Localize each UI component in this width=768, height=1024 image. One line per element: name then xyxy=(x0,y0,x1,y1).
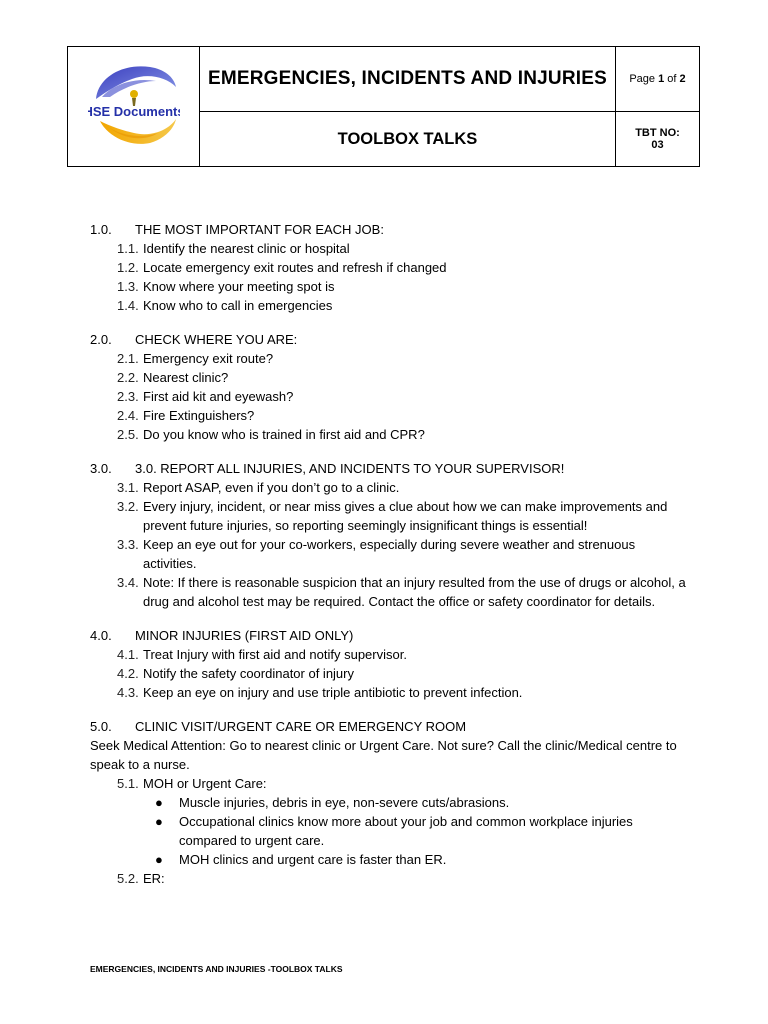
section-title: THE MOST IMPORTANT FOR EACH JOB: xyxy=(135,222,384,237)
item-text: Keep an eye out for your co-workers, especially during severe weather and strenuous activities. xyxy=(143,537,636,571)
list-item xyxy=(90,664,690,683)
item-number: 2.5. xyxy=(117,427,139,442)
bullet-item xyxy=(90,793,690,812)
item-text: Keep an eye on injury and use triple antibiotic to prevent infection. xyxy=(143,685,523,700)
document-subtitle: TOOLBOX TALKS xyxy=(337,129,478,148)
bullet-item xyxy=(90,850,690,869)
bullet-icon: ● xyxy=(155,795,163,810)
section-number: 4.0. xyxy=(90,628,112,643)
list-item xyxy=(90,239,690,258)
item-text: MOH or Urgent Care: xyxy=(143,776,267,791)
item-number: 2.3. xyxy=(117,389,139,404)
svg-text:HSE Documents: HSE Documents xyxy=(87,104,180,119)
document-subtitle-cell xyxy=(200,112,616,167)
item-text: Nearest clinic? xyxy=(143,370,229,385)
section-5 xyxy=(90,717,690,888)
item-number: 4.2. xyxy=(117,666,139,681)
document-body xyxy=(90,220,690,903)
item-number: 3.4. xyxy=(117,575,139,590)
section-number: 2.0. xyxy=(90,332,112,347)
item-text: Report ASAP, even if you don’t go to a clinic. xyxy=(143,480,400,495)
section-2 xyxy=(90,330,690,444)
item-number: 3.3. xyxy=(117,537,139,552)
item-text: Every injury, incident, or near miss gives a clue about how we can make improvements and prevent future injuries, so reporting seemingly insignificant things is essential! xyxy=(143,499,668,533)
list-item xyxy=(90,277,690,296)
list-item xyxy=(90,425,690,444)
section-heading xyxy=(90,626,690,645)
item-number: 2.2. xyxy=(117,370,139,385)
item-text: First aid kit and eyewash? xyxy=(143,389,294,404)
bullet-text: Muscle injuries, debris in eye, non-severe cuts/abrasions. xyxy=(179,795,510,810)
item-number: 4.3. xyxy=(117,685,139,700)
section-title: CHECK WHERE YOU ARE: xyxy=(135,332,298,347)
item-number: 3.2. xyxy=(117,499,139,514)
page-current: 1 xyxy=(658,73,665,85)
list-item xyxy=(90,406,690,425)
bullet-icon: ● xyxy=(155,852,163,867)
page-total: 2 xyxy=(679,73,686,85)
section-title: CLINIC VISIT/URGENT CARE OR EMERGENCY ROOM xyxy=(135,719,467,734)
page-label: Page xyxy=(629,73,659,85)
item-text: Treat Injury with first aid and notify supervisor. xyxy=(143,647,407,662)
item-text: Identify the nearest clinic or hospital xyxy=(143,241,350,256)
list-item xyxy=(90,869,690,888)
hse-documents-logo xyxy=(88,59,180,149)
item-number: 1.4. xyxy=(117,298,139,313)
list-item xyxy=(90,258,690,277)
list-item xyxy=(90,683,690,702)
section-number: 1.0. xyxy=(90,222,112,237)
list-item xyxy=(90,387,690,406)
item-number: 1.1. xyxy=(117,241,139,256)
item-text: Note: If there is reasonable suspicion that an injury resulted from the use of drugs or alcohol, a drug and alcohol test may be required. Contact the office or safety coordinator for details. xyxy=(143,575,686,609)
tbt-number-cell xyxy=(616,112,700,167)
section-heading xyxy=(90,330,690,349)
section-heading xyxy=(90,717,690,736)
section-number: 5.0. xyxy=(90,719,112,734)
tbt-number: 03 xyxy=(651,139,664,151)
list-item xyxy=(90,774,690,793)
section-number: 3.0. xyxy=(90,461,112,476)
item-number: 2.4. xyxy=(117,408,139,423)
page-of: of xyxy=(664,73,680,85)
bullet-item xyxy=(90,812,690,850)
list-item xyxy=(90,573,690,611)
item-number: 5.2. xyxy=(117,871,139,886)
list-item xyxy=(90,535,690,573)
document-header xyxy=(67,46,700,167)
item-number: 5.1. xyxy=(117,776,139,791)
item-text: Do you know who is trained in first aid and CPR? xyxy=(143,427,425,442)
item-number: 4.1. xyxy=(117,647,139,662)
logo-cell xyxy=(68,47,200,167)
list-item xyxy=(90,645,690,664)
section-1 xyxy=(90,220,690,315)
section-4 xyxy=(90,626,690,702)
item-text: Emergency exit route? xyxy=(143,351,274,366)
document-title-cell xyxy=(200,47,616,112)
page-footer: EMERGENCIES, INCIDENTS AND INJURIES -TOOLBOX TALKS xyxy=(90,964,343,974)
item-text: Fire Extinguishers? xyxy=(143,408,255,423)
list-item xyxy=(90,296,690,315)
section-heading xyxy=(90,220,690,239)
list-item xyxy=(90,368,690,387)
list-item xyxy=(90,478,690,497)
item-number: 2.1. xyxy=(117,351,139,366)
bullet-text: MOH clinics and urgent care is faster than ER. xyxy=(179,852,447,867)
section-title: 3.0. REPORT ALL INJURIES, AND INCIDENTS TO YOUR SUPERVISOR! xyxy=(135,461,565,476)
item-number: 1.2. xyxy=(117,260,139,275)
section-intro: Seek Medical Attention: Go to nearest clinic or Urgent Care. Not sure? Call the clinic/Medical centre to speak to a nurse. xyxy=(90,738,677,772)
page-number-cell xyxy=(616,47,700,112)
item-number: 3.1. xyxy=(117,480,139,495)
item-number: 1.3. xyxy=(117,279,139,294)
bullet-text: Occupational clinics know more about your job and common workplace injuries compared to urgent care. xyxy=(179,814,633,848)
tbt-label: TBT NO: xyxy=(635,127,680,139)
document-title: EMERGENCIES, INCIDENTS AND INJURIES xyxy=(207,68,607,89)
section-title: MINOR INJURIES (FIRST AID ONLY) xyxy=(135,628,354,643)
item-text: Notify the safety coordinator of injury xyxy=(143,666,354,681)
item-text: Know where your meeting spot is xyxy=(143,279,335,294)
item-text: Locate emergency exit routes and refresh if changed xyxy=(143,260,447,275)
item-text: Know who to call in emergencies xyxy=(143,298,333,313)
section-heading xyxy=(90,459,690,478)
list-item xyxy=(90,497,690,535)
section-3 xyxy=(90,459,690,611)
bullet-icon: ● xyxy=(155,814,163,829)
item-text: ER: xyxy=(143,871,165,886)
list-item xyxy=(90,349,690,368)
